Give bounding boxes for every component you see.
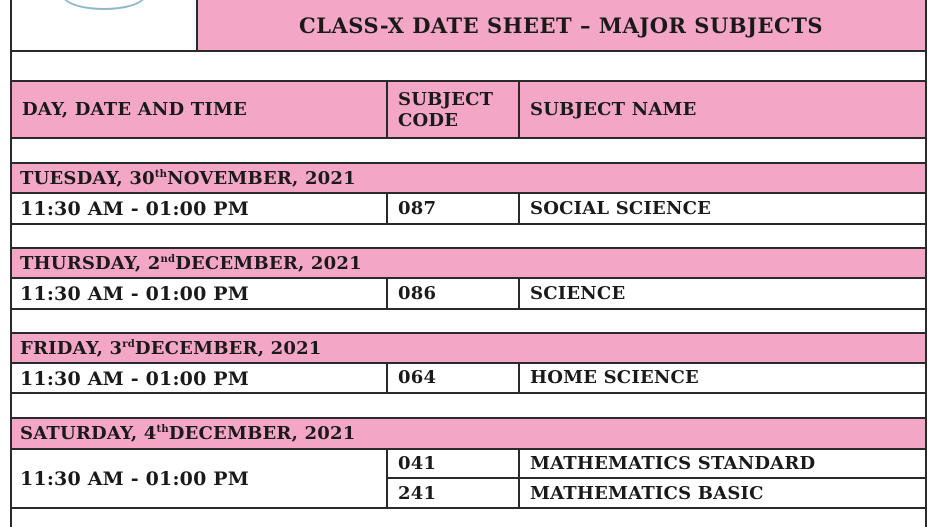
col-divider bbox=[386, 364, 388, 393]
header-bottom-border bbox=[10, 137, 927, 139]
header-divider-2 bbox=[518, 82, 520, 137]
row-border bbox=[10, 308, 927, 310]
subject-name: HOME SCIENCE bbox=[530, 367, 699, 388]
header-subject-code bbox=[388, 82, 518, 137]
exam-date-prefix: SATURDAY, 4 bbox=[20, 423, 157, 444]
header-subject-name: SUBJECT NAME bbox=[520, 82, 925, 137]
exam-date-suffix: rd bbox=[122, 338, 135, 350]
subject-code: 241 bbox=[398, 482, 437, 504]
exam-day-row bbox=[12, 334, 925, 362]
header-day-date-time: DAY, DATE AND TIME bbox=[12, 82, 386, 137]
exam-date-prefix: TUESDAY, 30 bbox=[20, 167, 155, 189]
header-subject-code-line2: CODE bbox=[398, 109, 459, 131]
board-logo-icon bbox=[62, 0, 146, 10]
page-title: CLASS-X DATE SHEET – MAJOR SUBJECTS bbox=[196, 0, 926, 50]
subject-name: SOCIAL SCIENCE bbox=[530, 197, 712, 219]
exam-date-suffix: th bbox=[156, 424, 169, 435]
exam-day-row bbox=[12, 419, 925, 448]
subject-name: MATHEMATICS STANDARD bbox=[530, 453, 816, 474]
exam-day-row bbox=[12, 164, 925, 192]
col-divider bbox=[518, 364, 520, 393]
exam-date-prefix: THURSDAY, 2 bbox=[20, 252, 161, 274]
row-border bbox=[10, 507, 927, 509]
col-divider bbox=[518, 194, 520, 224]
exam-time: 11:30 AM - 01:00 PM bbox=[20, 367, 250, 390]
row-border bbox=[10, 392, 927, 394]
exam-date-rest: DECEMBER, 2021 bbox=[175, 252, 362, 274]
exam-date-rest: NOVEMBER, 2021 bbox=[167, 167, 356, 189]
exam-date-suffix: th bbox=[154, 168, 168, 180]
exam-time: 11:30 AM - 01:00 PM bbox=[20, 198, 250, 220]
exam-time: 11:30 AM - 01:00 PM bbox=[20, 467, 250, 490]
subject-code: 086 bbox=[398, 282, 437, 304]
col-divider bbox=[386, 194, 388, 224]
exam-date-suffix: nd bbox=[160, 253, 176, 265]
header-divider-1 bbox=[386, 82, 388, 137]
exam-time: 11:30 AM - 01:00 PM bbox=[20, 283, 250, 305]
exam-day-row bbox=[12, 249, 925, 277]
row-border bbox=[10, 223, 927, 225]
exam-date-rest: DECEMBER, 2021 bbox=[134, 337, 322, 359]
subject-code: 041 bbox=[398, 453, 437, 474]
subject-name: SCIENCE bbox=[530, 282, 626, 304]
title-divider bbox=[196, 0, 198, 52]
col-divider bbox=[518, 279, 520, 309]
header-subject-code-line1: SUBJECT bbox=[398, 88, 494, 110]
col-divider bbox=[386, 450, 388, 507]
exam-date-rest: DECEMBER, 2021 bbox=[168, 423, 356, 444]
col-divider bbox=[518, 450, 520, 507]
subject-name: MATHEMATICS BASIC bbox=[530, 482, 764, 504]
subject-code: 064 bbox=[398, 367, 437, 388]
exam-date-prefix: FRIDAY, 3 bbox=[20, 337, 123, 359]
col-divider bbox=[386, 279, 388, 309]
subject-code: 087 bbox=[398, 197, 437, 219]
title-bottom-border bbox=[10, 50, 927, 52]
